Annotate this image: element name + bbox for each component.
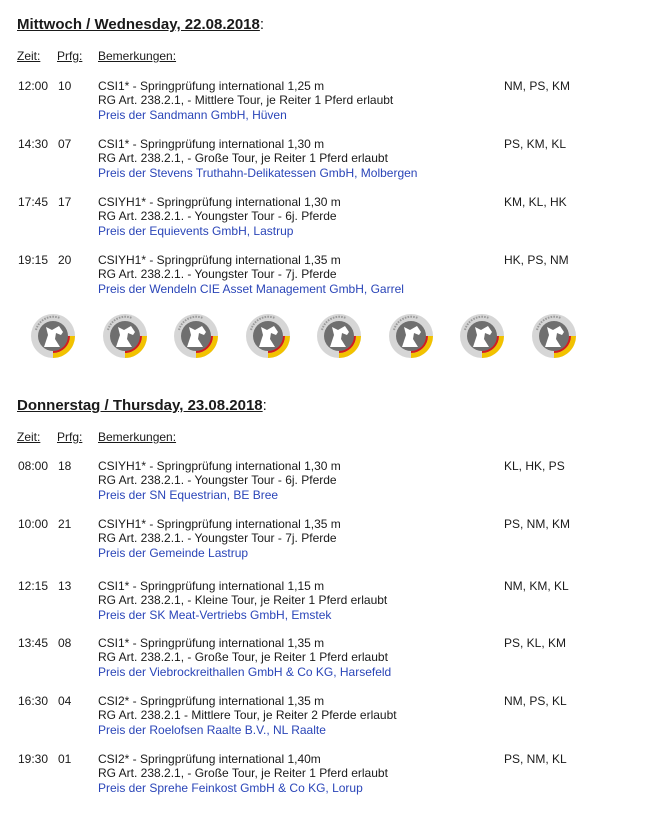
event-number: 01 <box>58 752 72 766</box>
event-sponsor: Preis der Wendeln CIE Asset Management GmbH, Garrel <box>98 282 404 296</box>
event-row <box>0 137 666 183</box>
event-row <box>0 517 666 563</box>
event-title: CSI1* - Springprüfung international 1,15 m <box>98 579 325 593</box>
event-sponsor: Preis der SN Equestrian, BE Bree <box>98 488 279 502</box>
event-rules: RG Art. 238.2.1, - Kleine Tour, je Reiter 1 Pferd erlaubt <box>98 593 388 607</box>
event-row <box>0 195 666 241</box>
event-title: CSIYH1* - Springprüfung international 1,35 m <box>98 253 341 267</box>
event-row <box>0 752 666 798</box>
day-title: Donnerstag / Thursday, 23.08.2018: <box>17 397 267 414</box>
event-row <box>0 79 666 125</box>
event-rules: RG Art. 238.2.1 - Mittlere Tour, je Reiter 2 Pferde erlaubt <box>98 708 397 722</box>
event-rules: RG Art. 238.2.1. - Youngster Tour - 7j. Pferde <box>98 267 337 281</box>
event-number: 08 <box>58 636 72 650</box>
horse-head-logo-icon <box>531 313 577 359</box>
event-time: 12:00 <box>18 79 49 93</box>
event-judges: PS, NM, KL <box>504 752 567 766</box>
event-time: 14:30 <box>18 137 49 151</box>
event-time: 08:00 <box>18 459 49 473</box>
event-judges: PS, KL, KM <box>504 636 567 650</box>
event-row <box>0 694 666 740</box>
event-sponsor: Preis der SK Meat-Vertriebs GmbH, Emstek <box>98 608 332 622</box>
column-header-time: Zeit: <box>17 430 41 444</box>
event-title: CSIYH1* - Springprüfung international 1,30 m <box>98 459 341 473</box>
event-number: 07 <box>58 137 72 151</box>
event-judges: PS, KM, KL <box>504 137 567 151</box>
event-title: CSI1* - Springprüfung international 1,25 m <box>98 79 325 93</box>
event-time: 16:30 <box>18 694 49 708</box>
event-title: CSIYH1* - Springprüfung international 1,30 m <box>98 195 341 209</box>
event-time: 10:00 <box>18 517 49 531</box>
column-header-time: Zeit: <box>17 49 41 63</box>
event-row <box>0 253 666 299</box>
column-header-test: Prfg: <box>57 430 83 444</box>
event-rules: RG Art. 238.2.1. - Youngster Tour - 6j. Pferde <box>98 473 337 487</box>
event-rules: RG Art. 238.2.1, - Große Tour, je Reiter 1 Pferd erlaubt <box>98 151 388 165</box>
event-judges: NM, PS, KM <box>504 79 571 93</box>
event-rules: RG Art. 238.2.1. - Youngster Tour - 6j. Pferde <box>98 209 337 223</box>
event-number: 04 <box>58 694 72 708</box>
event-judges: HK, PS, NM <box>504 253 569 267</box>
event-sponsor: Preis der Gemeinde Lastrup <box>98 546 249 560</box>
column-header-remarks: Bemerkungen: <box>98 49 177 63</box>
event-number: 20 <box>58 253 72 267</box>
horse-head-logo-icon <box>459 313 505 359</box>
event-title: CSIYH1* - Springprüfung international 1,35 m <box>98 517 341 531</box>
event-sponsor: Preis der Sandmann GmbH, Hüven <box>98 108 287 122</box>
column-header-remarks: Bemerkungen: <box>98 430 177 444</box>
event-time: 19:15 <box>18 253 49 267</box>
event-judges: NM, PS, KL <box>504 694 567 708</box>
sponsor-logo-row <box>30 313 590 363</box>
event-judges: KM, KL, HK <box>504 195 567 209</box>
event-sponsor: Preis der Equievents GmbH, Lastrup <box>98 224 294 238</box>
horse-head-logo-icon <box>245 313 291 359</box>
event-rules: RG Art. 238.2.1, - Mittlere Tour, je Reiter 1 Pferd erlaubt <box>98 93 394 107</box>
event-time: 13:45 <box>18 636 49 650</box>
event-number: 21 <box>58 517 72 531</box>
event-row <box>0 636 666 682</box>
event-title: CSI1* - Springprüfung international 1,30 m <box>98 137 325 151</box>
event-judges: PS, NM, KM <box>504 517 571 531</box>
horse-head-logo-icon <box>316 313 362 359</box>
column-header-test: Prfg: <box>57 49 83 63</box>
event-sponsor: Preis der Roelofsen Raalte B.V., NL Raalte <box>98 723 326 737</box>
event-sponsor: Preis der Stevens Truthahn-Delikatessen GmbH, Molbergen <box>98 166 418 180</box>
event-judges: KL, HK, PS <box>504 459 565 473</box>
event-time: 17:45 <box>18 195 49 209</box>
horse-head-logo-icon <box>173 313 219 359</box>
event-number: 18 <box>58 459 72 473</box>
horse-head-logo-icon <box>388 313 434 359</box>
event-rules: RG Art. 238.2.1. - Youngster Tour - 7j. Pferde <box>98 531 337 545</box>
horse-head-logo-icon <box>102 313 148 359</box>
event-number: 17 <box>58 195 72 209</box>
event-time: 12:15 <box>18 579 49 593</box>
event-rules: RG Art. 238.2.1, - Große Tour, je Reiter 1 Pferd erlaubt <box>98 650 388 664</box>
event-title: CSI2* - Springprüfung international 1,40m <box>98 752 321 766</box>
event-row <box>0 579 666 625</box>
day-title: Mittwoch / Wednesday, 22.08.2018: <box>17 16 265 33</box>
event-time: 19:30 <box>18 752 49 766</box>
event-row <box>0 459 666 505</box>
event-rules: RG Art. 238.2.1, - Große Tour, je Reiter 1 Pferd erlaubt <box>98 766 388 780</box>
event-title: CSI1* - Springprüfung international 1,35 m <box>98 636 325 650</box>
event-sponsor: Preis der Viebrockreithallen GmbH & Co KG, Harsefeld <box>98 665 392 679</box>
event-number: 13 <box>58 579 72 593</box>
horse-head-logo-icon <box>30 313 76 359</box>
event-sponsor: Preis der Sprehe Feinkost GmbH & Co KG, Lorup <box>98 781 363 795</box>
event-number: 10 <box>58 79 72 93</box>
event-judges: NM, KM, KL <box>504 579 569 593</box>
event-title: CSI2* - Springprüfung international 1,35 m <box>98 694 325 708</box>
